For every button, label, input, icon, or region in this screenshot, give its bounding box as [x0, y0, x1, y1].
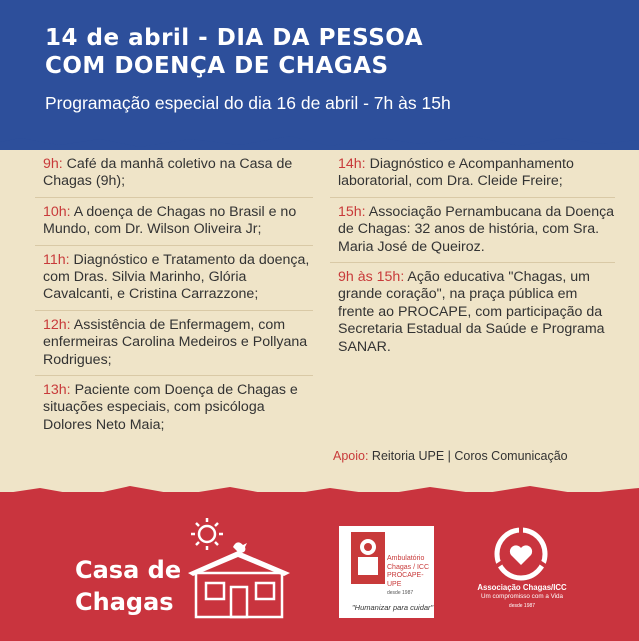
schedule-time: 10h:	[43, 203, 71, 220]
schedule-item	[330, 198, 615, 263]
page-subtitle: Programação especial do dia 16 de abril - 7h às 15h	[45, 93, 451, 113]
footer-torn-edge	[0, 478, 639, 518]
schedule-text: Diagnóstico e Acompanhamento laboratorial, com Dra. Cleide Freire;	[338, 156, 574, 190]
ambulatorio-name	[387, 555, 435, 598]
ambulatorio-tagline: "Humanizar para cuidar"	[352, 603, 434, 612]
schedule-text: Diagnóstico e Tratamento da doença, com Dras. Silvia Marinho, Glória Cavalcanti, e Cristina Carrazzone;	[43, 251, 310, 303]
schedule-text: Ação educativa "Chagas, um grande coração", na praça pública em frente ao PROCAPE, com participação da Secretaria Estadual da Saúde e Programa SANAR.	[338, 269, 605, 355]
schedule-item	[35, 376, 313, 440]
schedule-time: 9h:	[43, 156, 63, 172]
house-sun-icon	[180, 515, 295, 623]
schedule-text: A doença de Chagas no Brasil e no Mundo, com Dr. Wilson Oliveira Jr;	[43, 203, 297, 238]
schedule-right-column	[330, 152, 615, 362]
title-line-2: COM DOENÇA DE CHAGAS	[45, 53, 389, 79]
schedule-time: 11h:	[43, 251, 70, 268]
schedule-text: Paciente com Doença de Chagas e situações especiais, com psicóloga Dolores Neto Maia;	[43, 382, 298, 433]
schedule-text: Café da manhã coletivo na Casa de Chagas (9h);	[43, 156, 293, 190]
schedule-time: 13h:	[43, 382, 71, 399]
title-line-1: 14 de abril - DIA DA PESSOA	[45, 25, 423, 51]
associacao-year: desde 1987	[508, 603, 536, 609]
schedule-item	[35, 246, 313, 311]
schedule-text: Associação Pernambucana da Doença de Chagas: 32 anos de história, com Sra. Maria José de Queiroz.	[338, 203, 615, 255]
casa-de-chagas-logo-line1: Casa de	[75, 556, 182, 584]
schedule-item	[330, 152, 615, 198]
schedule-time: 9h às 15h:	[338, 269, 405, 286]
casa-de-chagas-logo-line2: Chagas	[75, 588, 174, 616]
associacao-tagline: Um compromisso com a Vida	[480, 593, 564, 600]
schedule-item	[35, 311, 313, 376]
heart-hands-icon	[486, 525, 556, 583]
schedule-time: 12h:	[43, 316, 71, 333]
ambulatorio-title: Ambulatório Chagas / ICC PROCAPE-UPE	[387, 555, 430, 588]
support-credits	[333, 449, 568, 463]
schedule-time: 15h:	[338, 203, 366, 220]
support-label: Apoio:	[333, 449, 369, 463]
ambulatorio-emblem-icon	[351, 532, 385, 584]
page-title	[45, 24, 423, 80]
associacao-name: Associação Chagas/ICC	[477, 583, 567, 592]
schedule-item	[330, 263, 615, 362]
ambulatorio-year: desde 1987	[387, 590, 414, 596]
schedule-text: Assistência de Enfermagem, com enfermeiras Carolina Medeiros e Pollyana Rodrigues;	[43, 316, 308, 368]
schedule-item	[35, 152, 313, 198]
schedule-item	[35, 198, 313, 246]
schedule-time: 14h:	[338, 156, 366, 172]
schedule-left-column	[35, 152, 313, 440]
support-text: Reitoria UPE | Coros Comunicação	[368, 449, 568, 463]
